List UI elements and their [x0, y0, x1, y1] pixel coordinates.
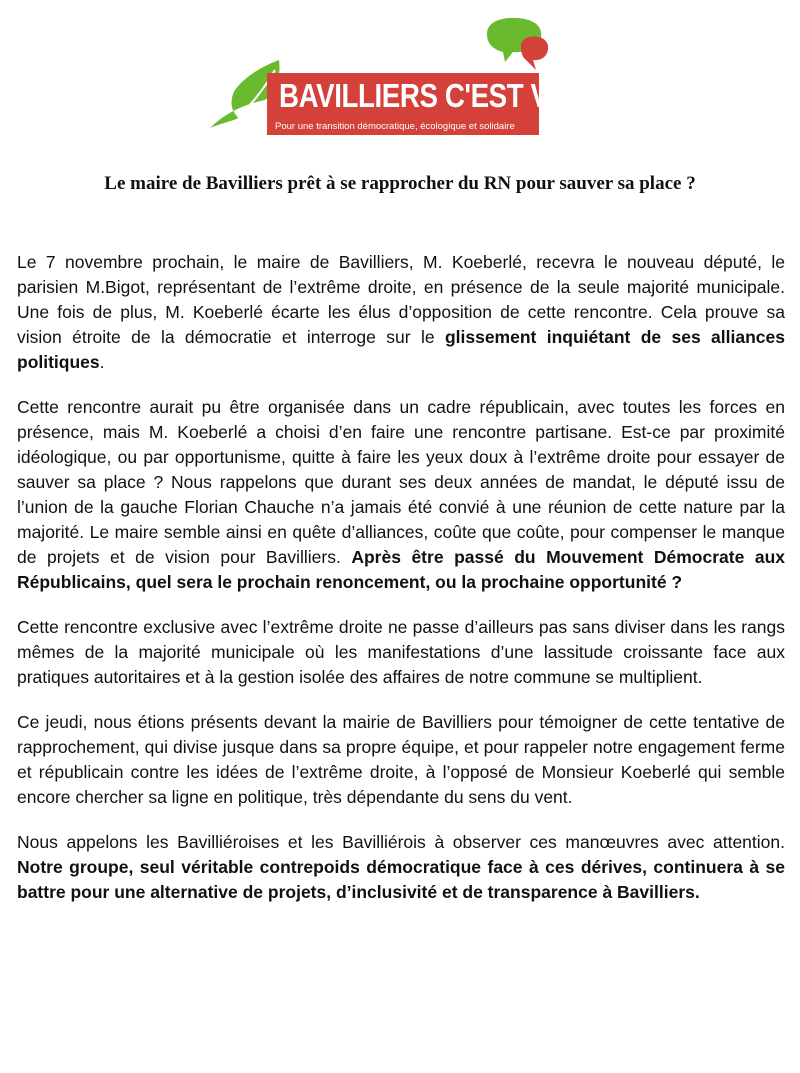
bavilliers-cest-vous-logo — [205, 18, 608, 136]
paragraph-1: Le 7 novembre prochain, le maire de Bavilliers, M. Koeberlé, recevra le nouveau député, le parisien M.Bigot, représentant de l’extrême droite, en présence de la seule majorité municipale. Une fois de plus, M. Koeberlé écarte les élus d’opposition de cette rencontre. Cela prouve sa vision étroite de la démocratie et interroge sur le glissement inquiétant de ses alliances politiques. — [17, 252, 785, 372]
logo-name: BAVILLIERS C'EST VOUS — [279, 77, 608, 114]
logo-red-bubble — [521, 36, 548, 70]
paragraph-2: Cette rencontre aurait pu être organisée dans un cadre républicain, avec toutes les forces en présence, mais M. Koeberlé a choisi d’en faire une rencontre partisane. Est-ce par proximité idéologique, ou par opportunisme, quitte à faire les yeux doux à l’extrême droite pour essayer de sauver sa place ? Nous rappelons que durant ses deux années de mandat, le député issu de l’union de la gauche Florian Chauche n’a jamais été convié à une réunion de cette nature par la majorité. Le maire semble ainsi en quête d’alliances, coûte que coûte, pour compenser le manque de projets et de vision pour Bavilliers. Après être passé du Mouvement Démocrate aux Républicains, quel sera le prochain renoncement, ou la prochaine opportunité ? — [17, 397, 785, 592]
paragraph-3: Cette rencontre exclusive avec l’extrême droite ne passe d’ailleurs pas sans diviser dans les rangs mêmes de la majorité municipale où les manifestations d’une lassitude croissante face aux pratiques autoritaires et à la gestion isolée des affaires de notre commune se multiplient. — [17, 617, 785, 687]
paragraph-5: Nous appelons les Bavilliéroises et les Bavilliérois à observer ces manœuvres avec attention. Notre groupe, seul véritable contrepoids démocratique face à ces dérives, continuera à se battre pour une alternative de projets, d’inclusivité et de transparence à Bavilliers. — [17, 832, 785, 902]
logo-tagline: Pour une transition démocratique, écologique et solidaire — [275, 121, 515, 132]
article-body — [17, 250, 785, 925]
article-heading: Le maire de Bavilliers prêt à se rapprocher du RN pour sauver sa place ? — [104, 173, 696, 194]
paragraph-4: Ce jeudi, nous étions présents devant la mairie de Bavilliers pour témoigner de cette tentative de rapprochement, qui divise jusque dans sa propre équipe, et pour rappeler notre engagement ferme et républicain contre les idées de l’extrême droite, à l’opposé de Monsieur Koeberlé qui semble encore chercher sa ligne en politique, très dépendante du sens du vent. — [17, 712, 785, 807]
